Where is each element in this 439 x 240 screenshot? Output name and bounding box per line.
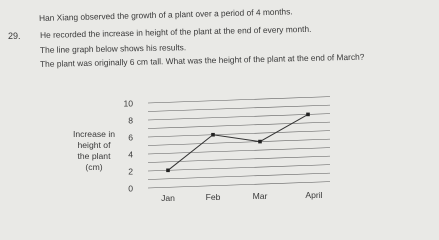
data-point [306, 113, 310, 117]
y-tick-label: 8 [128, 115, 133, 126]
question-number: 29. [8, 31, 21, 41]
grid-line [148, 139, 330, 145]
y-axis-label-line-2: height of [77, 140, 111, 150]
grid-line [148, 105, 330, 111]
data-point [211, 133, 215, 137]
y-tick-label: 4 [128, 149, 133, 160]
grid-line [148, 165, 330, 171]
y-axis-label-line-1: Increase in [72, 129, 116, 139]
grid-line [148, 97, 330, 103]
question-text-line-4: The plant was originally 6 cm tall. What was the height of the plant at the end of March? [39, 51, 365, 69]
grid-line [148, 182, 330, 188]
grid-line [148, 122, 330, 128]
question-text-line-1: Han Xiang observed the growth of a plant over a period of 4 months. [38, 6, 293, 23]
y-axis-label-line-4: (cm) [85, 162, 103, 172]
question-text-line-2: He recorded the increase in height of the plant at the end of every month. [39, 23, 312, 40]
y-tick-label: 6 [128, 132, 133, 143]
x-tick-label: Mar [252, 191, 268, 201]
grid-line [148, 173, 330, 179]
y-tick-label: 10 [123, 98, 133, 109]
y-axis-label-line-3: the plant [77, 151, 111, 161]
grid-line [148, 114, 330, 120]
question-text-line-3: The line graph below shows his results. [39, 42, 187, 55]
grid-line [148, 131, 330, 137]
x-tick-label: April [305, 190, 323, 200]
y-tick-label: 2 [128, 166, 133, 177]
x-tick-label: Feb [205, 192, 221, 202]
data-point [258, 140, 262, 144]
data-point [166, 169, 170, 173]
x-tick-label: Jan [161, 193, 175, 203]
grid-line [148, 156, 330, 162]
y-tick-label: 0 [128, 183, 133, 194]
grid-line [148, 148, 330, 154]
